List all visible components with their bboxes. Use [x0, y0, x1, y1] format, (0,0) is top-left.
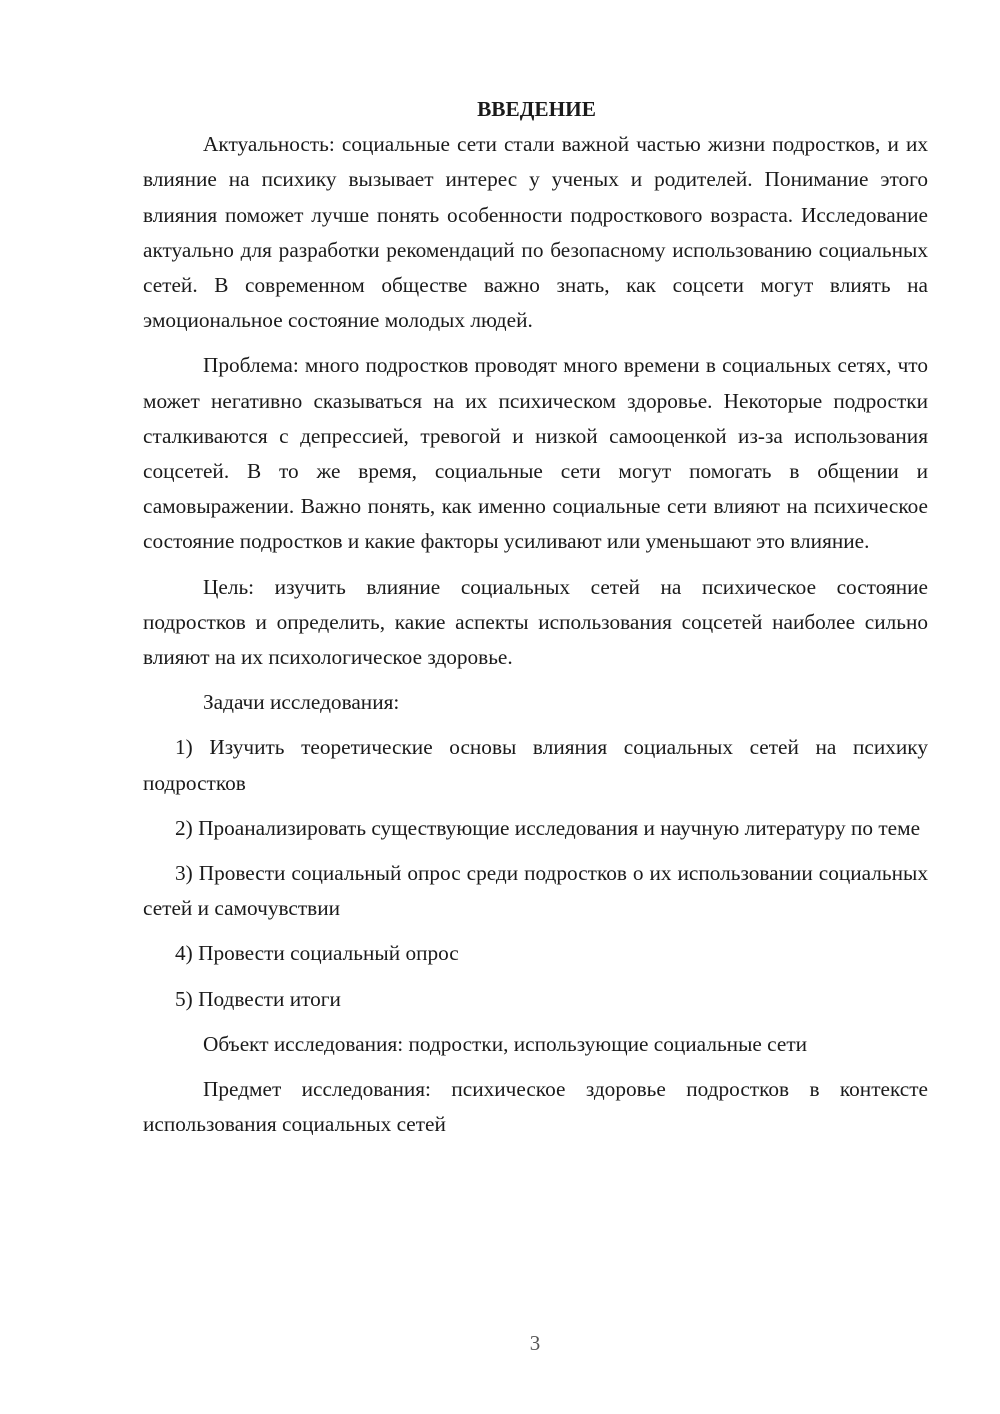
- paragraph-problem: Проблема: много подростков проводят много времени в социальных сетях, что может негативно сказываться на их психическом здоровье. Некоторые подростки сталкиваются с депрессией, тревогой и низкой самооценкой из-за использования соцсетей. В то же время, социальные сети могут помогать в общении и самовыражении. Важно понять, как именно социальные сети влияют на психическое состояние подростков и какие факторы усиливают или уменьшают это влияние.: [143, 353, 928, 554]
- task-item-5: 5) Подвести итоги: [175, 986, 341, 1011]
- paragraph-object: Объект исследования: подростки, использующие социальные сети: [203, 1031, 808, 1056]
- tasks-heading: Задачи исследования:: [203, 690, 400, 715]
- task-item-2: 2) Проанализировать существующие исследования и научную литературу по теме: [175, 815, 921, 840]
- task-item-3: 3) Провести социальный опрос среди подростков о их использовании социальных сетей и самочувствии: [143, 861, 928, 921]
- page-number: 3: [529, 1331, 541, 1355]
- task-item-4: 4) Провести социальный опрос: [175, 941, 459, 966]
- paragraph-subject: Предмет исследования: психическое здоровье подростков в контексте использования социальных сетей: [143, 1077, 928, 1137]
- document-page: [143, 92, 928, 1152]
- document-title: ВВЕДЕНИЕ: [477, 97, 596, 121]
- paragraph-goal: Цель: изучить влияние социальных сетей на психическое состояние подростков и определить, какие аспекты использования соцсетей наиболее сильно влияют на их психологическое здоровье.: [143, 574, 928, 670]
- task-item-1: 1) Изучить теоретические основы влияния социальных сетей на психику подростков: [143, 735, 928, 795]
- paragraph-relevance: Актуальность: социальные сети стали важной частью жизни подростков, и их влияние на психику вызывает интерес у ученых и родителей. Понимание этого влияния поможет лучше понять особенности подросткового возраста. Исследование актуально для разработки рекомендаций по безопасному использованию социальных сетей. В современном обществе важно знать, как соцсети могут влиять на эмоциональное состояние молодых людей.: [143, 132, 928, 333]
